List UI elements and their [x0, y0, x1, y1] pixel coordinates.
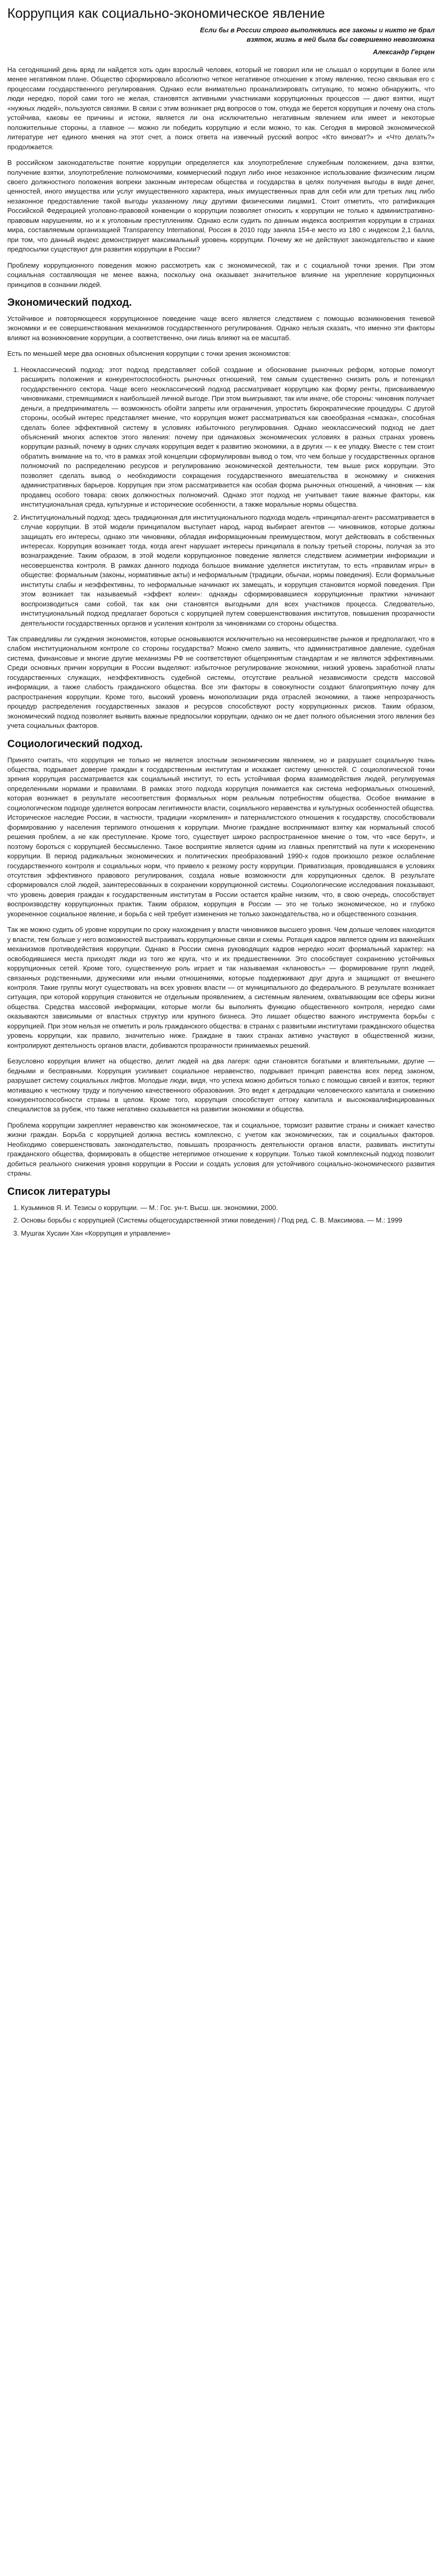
reference-item: 2. Основы борьбы с коррупцией (Системы общегосударственной этики поведения) / Под ред. С. В. Максимова. — М.: 1999: [21, 1216, 435, 1225]
econ-paragraph: Так справедливы ли суждения экономистов, которые основываются исключительно на несовершенстве рынков и предполагают, что в слабом институциональном контроле со стороны государства? Можно смело заявить, что административное давление, судебная система, финансовые и многие другие механизмы РФ не соответствуют общепринятым стандартам и не являются эффективными. Среди основных причин коррупции в России выделяют: избыточное регулирование экономики, низкий уровень заработной платы государственных служащих, неэффективность судебной системы, отсутствие реальной независимости средств массовой информации, а также слабость гражданского общества. Все эти факторы в совокупности создают благоприятную почву для распространения коррупции. Кроме того, высокий уровень монополизации ряда отраслей экономики, а также непрозрачность процедур распределения государственных заказов и ресурсов способствуют росту коррупционных рисков. Таким образом, экономический подход позволяет выявить важные предпосылки коррупции, однако он не дает полного объяснения этого явления без учета социальных факторов.: [7, 635, 435, 730]
econ-approaches-list: [7, 365, 435, 628]
epigraph-quote: Если бы в России строго выполнялись все законы и никто не брал взяток, жизнь в ней была бы совершенно невозможна: [200, 26, 435, 44]
econ-paragraph: Есть по меньшей мере два основных объяснения коррупции с точки зрения экономистов:: [7, 350, 291, 358]
intro-paragraph: Проблему коррупционного поведения можно рассмотреть как с экономической, так и с социальной точки зрения. При этом социальная составляющая не менее важна, поскольку она оказывает значительное влияние на укрепление коррупционных принципов в сознании людей.: [7, 261, 435, 289]
social-paragraph: Проблема коррупции закрепляет неравенство как экономическое, так и социальное, тормозит развитие страны и снижает качество жизни граждан. Борьба с коррупцией должна вестись комплексно, с учетом как экономических, так и социальных факторов. Необходимо совершенствовать законодательство, повышать прозрачность деятельности органов власти, развивать институты гражданского общества, формировать в обществе нетерпимое отношение к коррупции. Только такой комплексный подход позволит добиться реального снижения уровня коррупции в России и создать условия для устойчивого социально-экономического развития страны.: [7, 1121, 435, 1178]
references-list: [7, 1203, 435, 1238]
page-title: Коррупция как социально-экономическое явление: [7, 5, 325, 21]
social-paragraph: Принято считать, что коррупция не только не является злостным экономическим явлением, но и разрушает социальную ткань общества, подрывает доверие граждан к государственным институтам и искажает систему ценностей. С социологической точки зрения коррупция рассматривается как социальный институт, то есть устойчивая форма взаимодействия людей, регулируемая определенными нормами и правилами. В рамках этого подхода коррупция понимается как система неформальных отношений, которая возникает в результате несоответствия формальных норм реальным потребностям общества. Особое внимание в социологическом подходе уделяется вопросам легитимности власти, социального неравенства и культурных особенностей общества. Историческое наследие России, в частности, традиции «кормления» и патерналистского отношения к государству, способствовали формированию у населения терпимого отношения к коррупции. Многие граждане воспринимают взятку как нормальный способ решения проблем, а не как преступление. Кроме того, существует широко распространенное мнение о том, что «все берут», и поэтому бороться с коррупцией бессмысленно. Такое восприятие является одним из главных препятствий на пути к искоренению коррупции. В период радикальных экономических и политических преобразований 1990-х годов произошло резкое ослабление государственного контроля и социальных норм, что привело к резкому росту коррупции. Приватизация, проводившаяся в условиях отсутствия эффективного правового регулирования, создала новые возможности для коррупционных сделок. В результате сформировался слой людей, заинтересованных в сохранении коррупционной системы. Социологические исследования показывают, что уровень доверия граждан к государственным институтам в России остается крайне низким, что, в свою очередь, способствует воспроизводству коррупционных практик. Таким образом, коррупция в России — это не только экономическое, но и глубоко укорененное социальное явление, и борьба с ней требует изменения не только законодательства, но и общественного сознания.: [7, 756, 435, 918]
intro-paragraph: На сегодняшний день вряд ли найдется хоть один взрослый человек, который не говорил или не слышал о коррупции в более или менее негативном плане. Общество сформировало абсолютно четкое негативное отношение к этому явлению, тесно связывая его с процессами государственного регулирования. Однако если внимательно проанализировать ситуацию, то можно обнаружить, что люди нередко, порой сами того не желая, становятся активными участниками коррупционных процессов — дают взятки, ищут «нужных людей», пользуются связями. В связи с этим возникает ряд вопросов о том, откуда же берется коррупция и почему она столь устойчива, каковы ее причины и истоки, является ли она исключительно негативным явлением или имеет и некоторые положительные стороны, а главное — можно ли победить коррупцию и если можно, то как. Сегодня в мировой экономической литературе нет единого мнения на этот счет, а поиск ответа на извечный русский вопрос «Кто виноват?» и «Что делать?» продолжается.: [7, 66, 435, 151]
reference-item: 3. Мушгак Хусаин Хан «Коррупция и управление»: [21, 1229, 435, 1238]
reference-item: 1. Кузьминов Я. И. Тезисы о коррупции. — М.: Гос. ун-т. Высш. шк. экономики, 2000.: [21, 1203, 435, 1213]
list-item: 1. Неоклассический подход: этот подход представляет собой создание и обоснование рыночных реформ, которые помогут расширить положения и конкурентоспособность рыночных отношений, тем самым существенно снизить роль и потенциал государственного сектора. Чаще всего неоклассический подход рассматривает коррупцию как форму ренты, присваиваемую чиновниками, стремящимися к наибольшей личной выгоде. При этом выигрывают, так или иначе, обе стороны: чиновник получает деньги, а предприниматель — возможность обойти запреты или ограничения, упростить бюрократические процедуры. С другой стороны, особый интерес представляет мнение, что коррупция может рассматриваться как своеобразная «смазка», способная сделать более эффективной систему в условиях избыточного регулирования. Однако неоклассический подход не дает объяснений многих аспектов этого явления: почему при одинаковых экономических условиях в разных странах уровень коррупции разный, почему в одних случаях коррупция ведет к развитию экономики, а в других — к ее упадку. Вместе с тем стоит обратить внимание на то, что в рамках этой концепции сформулирован вывод о том, что чем больше у государственных органов полномочий по распределению ресурсов и регулированию экономической деятельности, тем выше риск коррупции. Это позволяет сделать вывод о необходимости сокращения государственного вмешательства в экономику и снижения административных барьеров. Коррупция при этом рассматривается как особая форма рыночных отношений, а чиновник — как продавец особого товара: своих должностных полномочий. Однако этот подход не учитывает такие важные факторы, как институциональная среда, культурные и исторические особенности, а также моральные нормы общества.: [21, 365, 435, 510]
section-heading-references: Список литературы: [7, 1185, 111, 1197]
econ-paragraph: Устойчивое и повторяющееся коррупционное поведение чаще всего является следствием с помощью возникновения теневой экономики и ее совершенствования механизмов государственного регулирования. Однако нельзя сказать, что именно эти факторы влияют на возникновение коррупции, а соответственно, они лишь влияют на ее масштаб.: [7, 314, 435, 342]
section-heading-social: Социологический подход.: [7, 738, 143, 750]
intro-paragraph: В российском законодательстве понятие коррупции определяется как злоупотребление служебным положением, дача взятки, получение взятки, злоупотребление полномочиями, коммерческий подкуп либо иное незаконное использование физическим лицом своего должностного положения вопреки законным интересам общества и государства в целях получения выгоды в виде денег, ценностей, иного имущества или услуг имущественного характера, иных имущественных прав для себя или для третьих лиц либо незаконное предоставление такой выгоды указанному лицу другими физическими лицами1. Стоит отметить, что ратификация Российской Федерацией уголовно-правовой конвенции о коррупции позволяет относить к коррупции не только к административно-правовым нарушениям, но и к уголовным преступлениям. Однако если судить по данным индекса восприятия коррупции в странах мира, составляемым организацией Transparency International, Россия в 2010 году заняла 154-е место из 180 с индексом 2,1 балла, при том, что данный индекс демонстрирует максимальный уровень коррупции. Почему же не действуют законодательство и какие предпосылки существуют для развития коррупции в России?: [7, 159, 435, 254]
social-paragraph: Так же можно судить об уровне коррупции по сроку нахождения у власти чиновников высшего уровня. Чем дольше человек находится у власти, тем больше у него возможностей выстраивать коррупционные связи и схемы. Ротация кадров является одним из важнейших механизмов противодействия коррупции. Однако в России смена руководящих кадров нередко носит формальный характер: на освободившиеся места приходят люди из того же круга, что и их предшественники. Это способствует сохранению устойчивых коррупционных сетей. Кроме того, существенную роль играет и так называемая «клановость» — формирование групп людей, связанных родственными, дружескими или иными отношениями, которые поддерживают друг друга и защищают от внешнего контроля. Такие группы могут существовать на всех уровнях власти — от муниципального до федерального. В результате возникает ситуация, при которой коррупция становится не отдельным проявлением, а системным явлением, охватывающим все сферы жизни общества. Средства массовой информации, которые могли бы выполнять функцию общественного контроля, нередко сами оказываются зависимыми от властных структур или крупного бизнеса. Это лишает общество важного инструмента борьбы с коррупцией. При этом нельзя не отметить и роль гражданского общества: в странах с развитыми институтами гражданского общества уровень коррупции, как правило, значительно ниже. Граждане в таких странах активно участвуют в общественной жизни, контролируют деятельность органов власти, добиваются прозрачности принимаемых решений.: [7, 926, 435, 1049]
social-paragraph: Безусловно коррупция влияет на общество, делит людей на два лагеря: одни становятся богатыми и влиятельными, другие — бедными и бесправными. Коррупция усиливает социальное неравенство, подрывает принцип равенства всех перед законом, разрушает систему социальных лифтов. Молодые люди, видя, что успеха можно добиться только с помощью связей и взяток, теряют мотивацию к честному труду и получению качественного образования. Это ведет к деградации человеческого капитала и снижению конкурентоспособности страны в целом. Кроме того, коррупция способствует оттоку капитала и высококвалифицированных специалистов за рубеж, что также негативно сказывается на развитии экономики и общества.: [7, 1057, 435, 1113]
list-item: 2. Институциональный подход: здесь традиционная для институционального подхода модель «принципал-агент» рассматривается в случае коррупции. В этой модели принципалом выступает народ, народ выбирает агентов — чиновников, которые должны защищать его интересы, однако эти чиновники, обладая информационным преимуществом, могут действовать в собственных интересах. Коррупция возникает тогда, когда агент нарушает интересы принципала в пользу третьей стороны, получая за это вознаграждение. Таким образом, в этой модели коррупционное поведение является следствием асимметрии информации и несовершенства контроля. В рамках данного подхода большое внимание уделяется институтам, то есть «правилам игры» в обществе: формальным (законы, нормативные акты) и неформальным (традиции, обычаи, нормы поведения). Если формальные институты слабы и неэффективны, то неформальные начинают их замещать, и коррупция становится нормой поведения. При этом возникает так называемый «эффект колеи»: однажды сформировавшиеся коррупционные практики начинают воспроизводиться сами собой, так как они становятся выгодными для всех участников процесса. Следовательно, институциональный подход предлагает бороться с коррупцией путем совершенствования институтов, повышения прозрачности деятельности государственных органов и усиления контроля за чиновниками со стороны общества.: [21, 513, 435, 628]
epigraph-author: Александр Герцен: [373, 48, 435, 56]
article: [0, 0, 442, 1247]
section-heading-economic: Экономический подход.: [7, 296, 132, 308]
